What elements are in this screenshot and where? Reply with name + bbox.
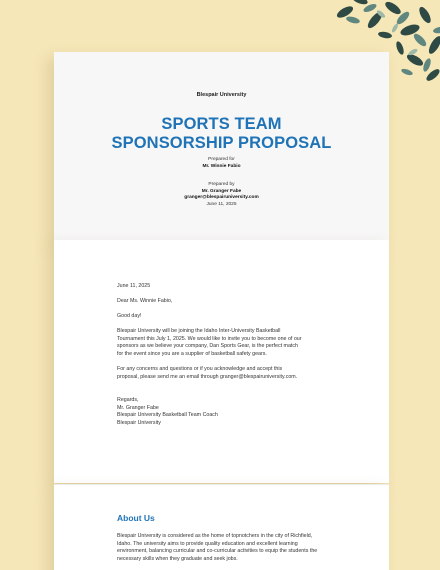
letter-date: June 11, 2025 xyxy=(117,283,151,289)
letter-paragraph-1: Blespair University will be joining the Idaho Inter-University Basketball Tournament this July 1, 2025. We would like to invite you to become one of our sponsors as we believe your company, Dan Sports Gear, is the perfect match for the event since you are a supplier of basketball safety gears. xyxy=(117,328,302,357)
prepared-for-block xyxy=(54,157,389,170)
document-title xyxy=(54,115,389,153)
title-line-2: SPONSORSHIP PROPOSAL xyxy=(111,134,332,152)
letter-paragraph-2: For any concerns and questions or if you acknowledge and accept this proposal, please send me an email through granger@blespairuniversity.com. xyxy=(117,366,298,380)
letter-salutation: Dear Ms. Winnie Fabio, xyxy=(117,298,173,304)
prepared-by-label: Prepared by xyxy=(208,182,235,187)
signer-title: Blespair University Basketball Team Coach xyxy=(117,412,218,419)
prepared-by-email: granger@blespairuniversity.com xyxy=(184,195,259,200)
letter-page xyxy=(54,240,389,483)
about-page xyxy=(54,484,389,570)
letter-greeting: Good day! xyxy=(117,313,142,319)
signer-name: Mr. Granger Fabe xyxy=(117,404,159,411)
about-paragraph: Blespair University is considered as the home of topnotchers in the city of Richfield, Idaho. The university aims to provide quality education and excellent learning environment, balancing curricular and co-curricular activities to equip the students the necessary skills when they graduate and seek jobs. xyxy=(117,533,318,562)
letter-signature xyxy=(117,397,329,427)
letter-closing: Regards, xyxy=(117,397,139,403)
prepared-for-name: Mr. Winnie Fabio xyxy=(202,163,241,169)
prepared-for-label: Prepared for xyxy=(208,157,235,162)
cover-page xyxy=(54,52,389,242)
prepared-by-block xyxy=(54,182,389,208)
about-heading: About Us xyxy=(117,513,155,523)
signer-org: Blespair University xyxy=(117,419,161,426)
cover-date: June 11, 2025 xyxy=(206,201,237,207)
cover-university-name: Blespair University xyxy=(196,92,247,98)
prepared-by-name: Mr. Granger Fabe xyxy=(201,188,242,194)
title-line-1: SPORTS TEAM xyxy=(161,115,282,133)
